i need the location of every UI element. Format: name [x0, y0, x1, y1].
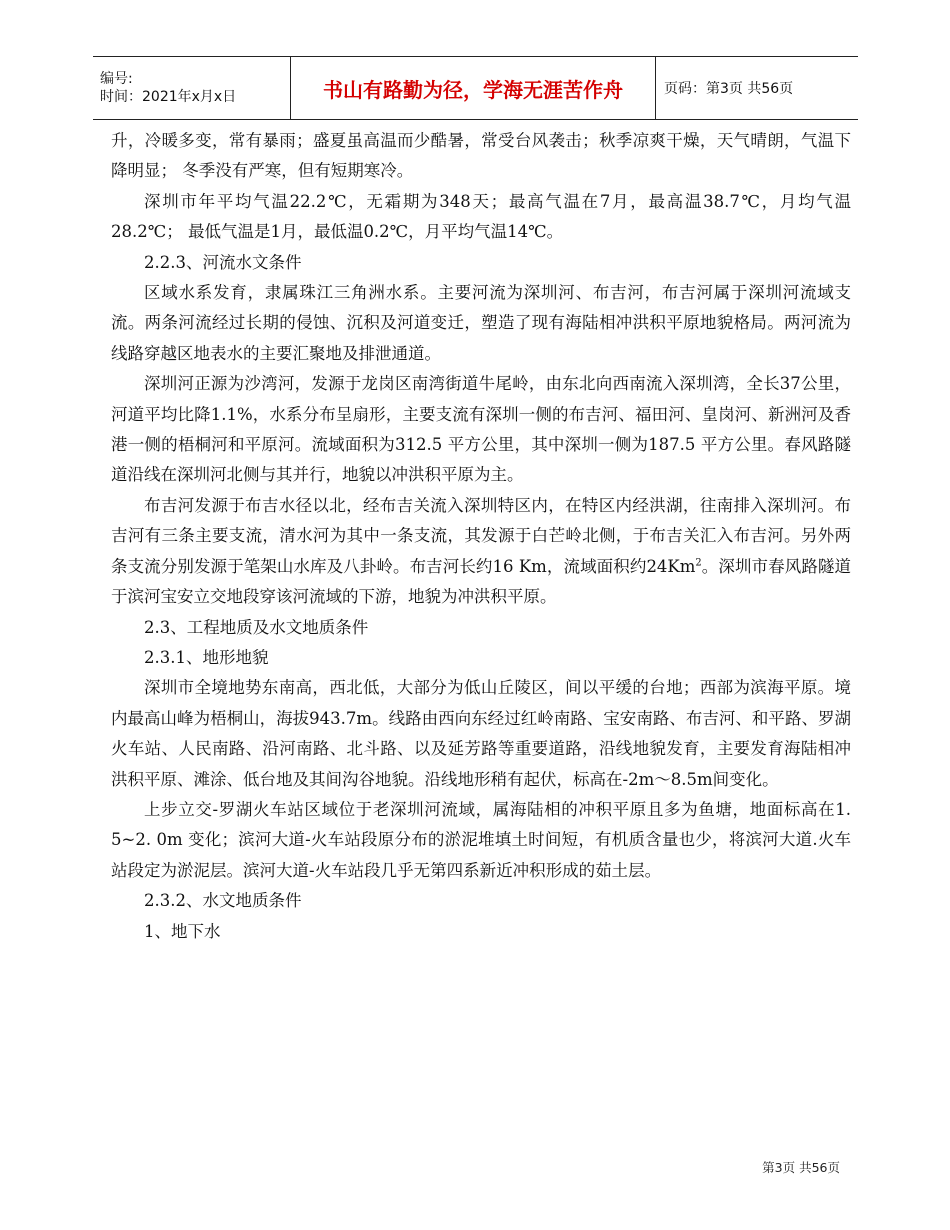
paragraph-buji-river	[111, 491, 851, 613]
header-motto	[290, 57, 656, 119]
paragraph-shangbu: 上步立交-罗湖火车站区域位于老深圳河流域，属海陆相的冲积平原且多为鱼塘，地面标高在1. 5~2. 0m 变化；滨河大道-火车站段原分布的淤泥堆填土时间短，有机质含量也少，将滨河大道.火车站段定为淤泥层。滨河大道-火车站段几乎无第四系新近冲积形成的茹土层。	[111, 799, 851, 880]
buji-text-a: 布吉河发源于布吉水径以北，经布吉关流入深圳特区内，在特区内经洪湖，往南排入深圳河。布吉河有三条主要支流，清水河为其中一条支流，其发源于白芒岭北侧，于布吉关汇入布吉河。另外两条支流分别发源于笔架山水库及八卦岭。布吉河长约16 Km，流域面积约24Km	[111, 495, 851, 576]
paragraph-climate: 升，冷暖多变，常有暴雨；盛夏虽高温而少酷暑，常受台风袭击；秋季凉爽干燥，天气晴朗，气温下降明显； 冬季没有严寒，但有短期寒冷。	[111, 131, 851, 181]
page-number-label: 页码：第3页 共56页	[664, 81, 794, 97]
buji-text-b: 。深圳市春风路隧道于滨河宝安立交地段穿该河流域的下游，地貌为冲洪积平原。	[111, 556, 851, 607]
page-footer	[762, 1158, 840, 1176]
header-page-number	[656, 57, 858, 119]
heading-2-2-3: 2.2.3、河流水文条件	[144, 252, 302, 272]
heading-2-3-2: 2.3.2、水文地质条件	[144, 891, 302, 911]
header-meta	[93, 57, 290, 119]
superscript-2: 2	[695, 557, 702, 569]
footer-page-number: 第3页 共56页	[762, 1160, 840, 1175]
paragraph-terrain: 深圳市全境地势东南高，西北低，大部分为低山丘陵区，间以平缓的台地；西部为滨海平原。境内最高山峰为梧桐山，海拔943.7m。线路由西向东经过红岭南路、宝安南路、布吉河、和平路、罗湖火车站、人民南路、沿河南路、北斗路、以及延芳路等重要道路，沿线地貌发育，主要发育海陆相冲洪积平原、滩涂、低台地及其间沟谷地貌。沿线地形稍有起伏，标高在-2m～8.5m间变化。	[111, 678, 851, 789]
heading-2-3-1: 2.3.1、地形地貌	[144, 647, 269, 667]
motto-text: 书山有路勤为径，学海无涯苦作舟	[323, 77, 623, 102]
time-label: 时间：2021年x月x日	[100, 89, 237, 105]
serial-label: 编号:	[100, 71, 133, 87]
page-header	[93, 56, 858, 120]
document-body	[111, 126, 851, 947]
paragraph-water-system: 区域水系发育，隶属珠江三角洲水系。主要河流为深圳河、布吉河，布吉河属于深圳河流域支流。两条河流经过长期的侵蚀、沉积及河道变迁，塑造了现有海陆相冲洪积平原地貌格局。两河流为线路穿越区地表水的主要汇聚地及排泄通道。	[111, 283, 851, 363]
heading-2-3: 2.3、工程地质及水文地质条件	[144, 617, 369, 637]
paragraph-temperature: 深圳市年平均气温22.2℃，无霜期为348天；最高气温在7月，最高温38.7℃，月均气温28.2℃； 最低气温是1月，最低温0.2℃，月平均气温14℃。	[111, 191, 851, 242]
paragraph-shenzhen-river: 深圳河正源为沙湾河，发源于龙岗区南湾街道牛尾岭，由东北向西南流入深圳湾，全长37公里，河道平均比降1.1%，水系分布呈扇形，主要支流有深圳一侧的布吉河、福田河、皇岗河、新洲河及香港一侧的梧桐河和平原河。流域面积为312.5 平方公里，其中深圳一侧为187.5 平方公里。春风路隧道沿线在深圳河北侧与其并行，地貌以冲洪积平原为主。	[111, 374, 851, 485]
heading-groundwater: 1、地下水	[144, 921, 221, 941]
